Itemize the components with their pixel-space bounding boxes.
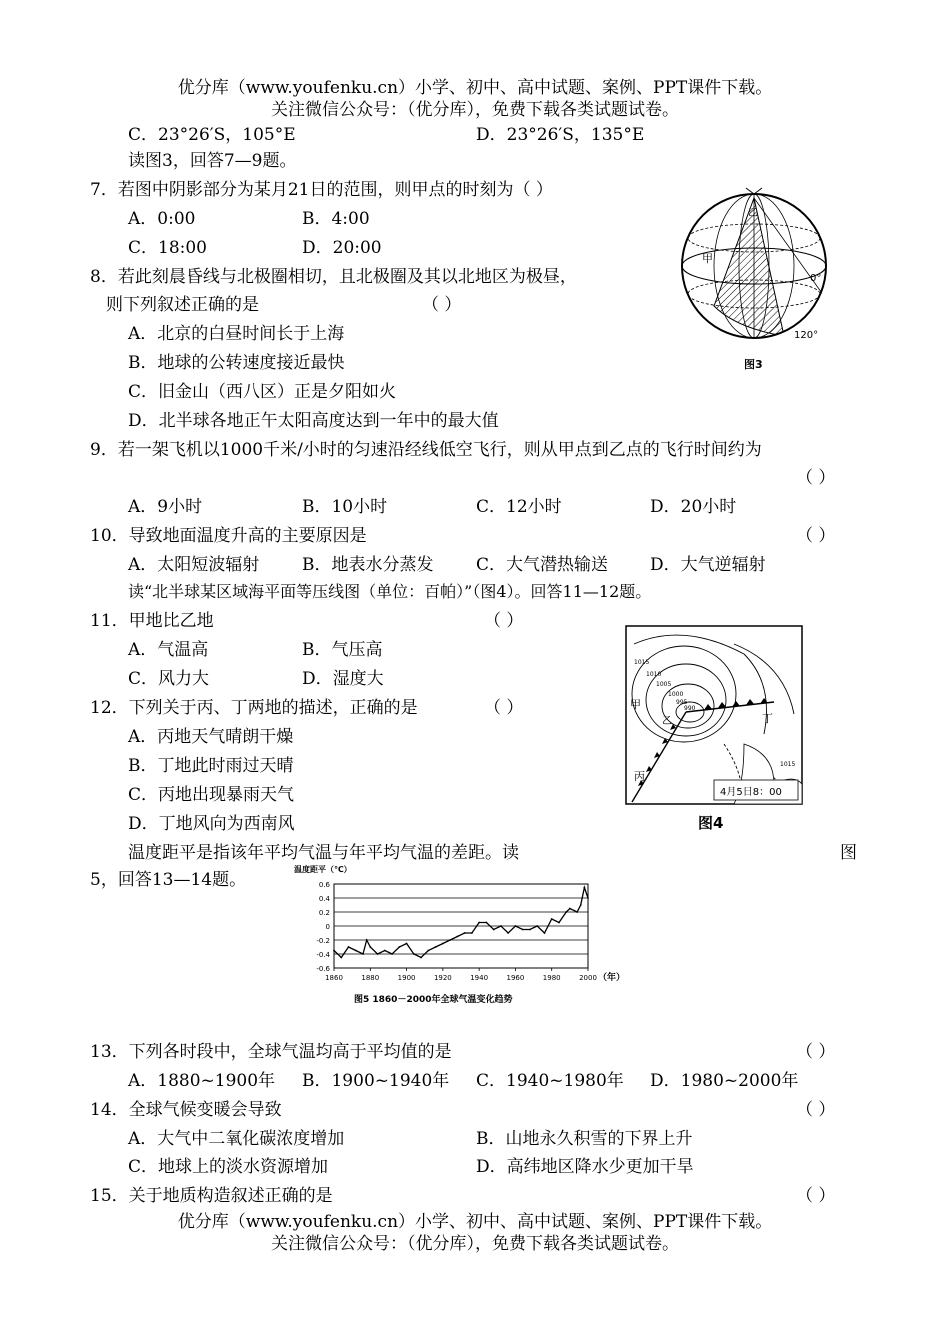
- figure-4: [624, 624, 804, 834]
- data-point: [464, 932, 466, 934]
- isobar-label: 1015: [634, 659, 650, 666]
- x-tick-label: 1880: [361, 974, 380, 982]
- data-point: [565, 911, 567, 913]
- q11-answer-paren: （ ）: [484, 611, 524, 631]
- data-point: [369, 946, 371, 948]
- isobar-map: [624, 624, 804, 834]
- data-point: [420, 957, 422, 959]
- data-point: [580, 904, 582, 906]
- q11-option-a: A．气温高: [128, 640, 209, 660]
- data-point: [576, 911, 578, 913]
- intro-fig5-tu: 图: [840, 843, 857, 863]
- data-point: [442, 943, 444, 945]
- q13-answer-paren: （ ）: [796, 1042, 836, 1062]
- data-point: [456, 936, 458, 938]
- isobar-label: 1000: [668, 691, 684, 698]
- fig3-caption: 图3: [744, 358, 763, 371]
- q7-option-b: B．4:00: [302, 209, 370, 229]
- q13-option-a: A．1880~1900年: [128, 1071, 276, 1091]
- y-tick-label: 0: [325, 923, 330, 931]
- fig4-stamp: 4月5日8：00: [720, 787, 782, 798]
- footer-line-1: 优分库（www.youfenku.cn）小学、初中、高中试题、案例、PPT课件下载。: [177, 1212, 773, 1232]
- q11-stem: 11．甲地比乙地: [90, 611, 214, 631]
- label-120: 120°: [794, 330, 819, 341]
- figure-3: [676, 186, 836, 376]
- q8-option-d: D．北半球各地正午太阳高度达到一年中的最大值: [128, 411, 499, 431]
- q7-option-a: A．0:00: [128, 209, 196, 229]
- x-tick-label: 1940: [470, 974, 489, 982]
- intro-fig4: 读“北半球某区域海平面等压线图（单位：百帕）”（图4）。回答11—12题。: [128, 582, 652, 601]
- temperature-anomaly-chart: [292, 862, 632, 1010]
- q14-option-c: C．地球上的淡水资源增加: [128, 1157, 329, 1177]
- data-point: [340, 957, 342, 959]
- q6-option-d: D．23°26′S，135°E: [476, 125, 645, 145]
- isobar-label: 990: [684, 705, 696, 712]
- x-tick-label: 1900: [397, 974, 416, 982]
- data-point: [500, 925, 502, 927]
- q9-stem: 9．若一架飞机以1000千米/小时的匀速沿经线低空飞行，则从甲点到乙点的飞行时间约为: [90, 440, 762, 460]
- y-tick-label: 0.4: [318, 895, 330, 903]
- isobar-label: 1005: [656, 681, 672, 688]
- data-point: [478, 922, 480, 924]
- figure-5-chart: [292, 862, 632, 1010]
- data-point: [348, 946, 350, 948]
- q14-stem: 14．全球气候变暖会导致: [90, 1100, 282, 1120]
- q9-option-a: A．9小时: [128, 497, 203, 517]
- q8-option-c: C．旧金山（西八区）正是夕阳如火: [128, 382, 397, 402]
- q12-answer-paren: （ ）: [484, 698, 524, 718]
- x-tick-label: 1980: [542, 974, 561, 982]
- q9-option-c: C．12小时: [476, 497, 562, 517]
- header-line-1: 优分库（www.youfenku.cn）小学、初中、高中试题、案例、PPT课件下载。: [177, 78, 773, 98]
- q10-stem: 10．导致地面温度升高的主要原因是: [90, 526, 367, 546]
- q13-option-c: C．1940~1980年: [476, 1071, 624, 1091]
- data-point: [384, 950, 386, 952]
- data-point: [569, 908, 571, 910]
- data-point: [551, 918, 553, 920]
- data-point: [536, 925, 538, 927]
- data-point: [391, 953, 393, 955]
- q14-option-a: A．大气中二氧化碳浓度增加: [128, 1129, 345, 1149]
- data-point: [587, 897, 589, 899]
- label-yi: 乙: [748, 208, 758, 219]
- data-point: [355, 950, 357, 952]
- data-point: [377, 953, 379, 955]
- q14-option-b: B．山地永久积雪的下界上升: [476, 1129, 693, 1149]
- data-point: [406, 943, 408, 945]
- q14-option-d: D．高纬地区降水少更加干旱: [476, 1157, 694, 1177]
- data-point: [471, 932, 473, 934]
- data-point: [486, 922, 488, 924]
- y-tick-label: -0.2: [316, 937, 330, 945]
- q15-answer-paren: （ ）: [796, 1186, 836, 1206]
- data-point: [398, 946, 400, 948]
- q15-stem: 15．关于地质构造叙述正确的是: [90, 1186, 333, 1206]
- data-point: [435, 946, 437, 948]
- data-point: [333, 950, 335, 952]
- header-line-2: 关注微信公众号：（优分库），免费下载各类试题试卷。: [271, 100, 679, 120]
- q12-option-a: A．丙地天气晴朗干燥: [128, 727, 294, 747]
- y-tick-label: -0.6: [316, 965, 330, 973]
- fig4-label-ding: 丁: [762, 712, 773, 725]
- data-point: [362, 953, 364, 955]
- chart-title: 图5 1860－2000年全球气温变化趋势: [354, 995, 513, 1005]
- q7-option-d: D．20:00: [302, 238, 382, 258]
- fig4-label-jia: 甲: [630, 698, 641, 711]
- q12-option-c: C．丙地出现暴雨天气: [128, 785, 295, 805]
- y-tick-label: 0.6: [318, 881, 330, 889]
- data-point: [366, 939, 368, 941]
- q14-answer-paren: （ ）: [796, 1100, 836, 1120]
- fig4-label-yi: 乙: [662, 716, 672, 727]
- y-tick-label: 0.2: [318, 909, 330, 917]
- q9-option-d: D．20小时: [650, 497, 737, 517]
- isobar-label: 1015: [780, 761, 796, 768]
- q9-answer-paren: （ ）: [796, 468, 836, 488]
- y-tick-label: -0.4: [316, 951, 330, 959]
- intro-fig5-1: 温度距平是指该年平均气温与年平均气温的差距。读: [128, 843, 519, 863]
- x-tick-label: 1860: [325, 974, 343, 982]
- data-point: [515, 925, 517, 927]
- q9-option-b: B．10小时: [302, 497, 388, 517]
- intro-fig5-2: 5，回答13—14题。: [90, 870, 247, 890]
- data-point: [544, 932, 546, 934]
- footer-line-2: 关注微信公众号：（优分库），免费下载各类试题试卷。: [271, 1234, 679, 1254]
- q11-option-c: C．风力大: [128, 669, 210, 689]
- data-point: [449, 939, 451, 941]
- q8-option-b: B．地球的公转速度接近最快: [128, 353, 345, 373]
- x-tick-label: 1920: [433, 974, 452, 982]
- q11-option-b: B．气压高: [302, 640, 383, 660]
- q8-stem-1: 8．若此刻晨昏线与北极圈相切，且北极圈及其以北地区为极昼，: [90, 267, 577, 287]
- x-tick-label: 1960: [506, 974, 525, 982]
- label-0: 0°: [810, 273, 822, 284]
- q11-option-d: D．湿度大: [302, 669, 384, 689]
- chart-xlabel: （年）: [598, 973, 626, 983]
- data-point: [493, 929, 495, 931]
- q12-option-d: D．丁地风向为西南风: [128, 814, 295, 834]
- q10-option-d: D．大气逆辐射: [650, 555, 766, 575]
- q8-option-a: A．北京的白昼时间长于上海: [128, 324, 345, 344]
- data-point: [413, 953, 415, 955]
- q10-option-c: C．大气潜热输送: [476, 555, 609, 575]
- label-jia: 甲: [702, 252, 713, 265]
- x-tick-label: 2000: [579, 974, 597, 982]
- q6-option-c: C．23°26′S，105°E: [128, 125, 296, 145]
- q7-stem: 7．若图中阴影部分为某月21日的范围，则甲点的时刻为（ ）: [90, 180, 553, 200]
- q13-option-d: D．1980~2000年: [650, 1071, 799, 1091]
- data-point: [583, 887, 585, 889]
- q12-option-b: B．丁地此时雨过天晴: [128, 756, 294, 776]
- isobar-label: 1010: [646, 671, 662, 678]
- data-point: [522, 929, 524, 931]
- data-point: [507, 932, 509, 934]
- data-point: [529, 929, 531, 931]
- q12-stem: 12．下列关于丙、丁两地的描述，正确的是: [90, 698, 418, 718]
- q8-stem-2: 则下列叙述正确的是: [106, 295, 259, 315]
- fig4-label-bing: 丙: [634, 770, 645, 783]
- globe-diagram: [676, 186, 836, 376]
- q7-option-c: C．18:00: [128, 238, 207, 258]
- chart-ylabel: 温度距平（℃）: [294, 865, 352, 874]
- q13-stem: 13．下列各时段中，全球气温均高于平均值的是: [90, 1042, 452, 1062]
- data-point: [558, 922, 560, 924]
- q8-answer-paren: （ ）: [422, 295, 462, 315]
- data-point: [427, 950, 429, 952]
- q13-option-b: B．1900~1940年: [302, 1071, 450, 1091]
- fig4-caption: 图4: [698, 814, 724, 832]
- intro-fig3: 读图3，回答7—9题。: [128, 151, 297, 171]
- q10-option-b: B．地表水分蒸发: [302, 555, 434, 575]
- q10-answer-paren: （ ）: [796, 526, 836, 546]
- isobar-label: 995: [676, 699, 688, 706]
- q10-option-a: A．太阳短波辐射: [128, 555, 260, 575]
